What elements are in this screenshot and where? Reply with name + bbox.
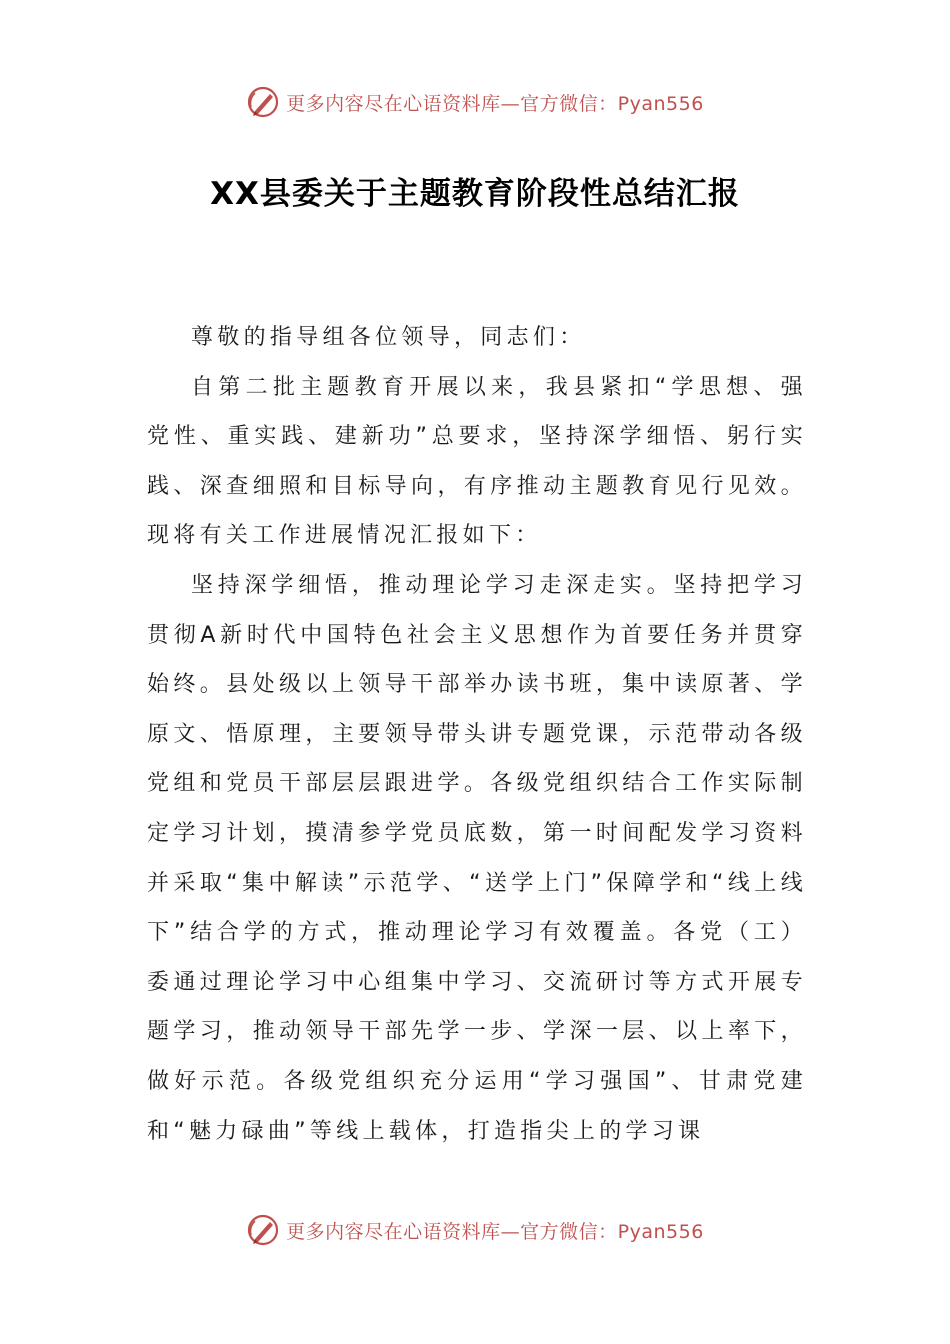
- watermark-footer: [0, 1210, 950, 1250]
- paragraph: 自第二批主题教育开展以来，我县紧扣“学思想、强党性、重实践、建新功”总要求，坚持深学细悟、躬行实践、深查细照和目标导向，有序推动主题教育见行见效。现将有关工作进展情况汇报如下：: [147, 374, 807, 549]
- pen-logo-icon: [246, 1213, 280, 1247]
- document-title: XX县委关于主题教育阶段性总结汇报: [210, 176, 740, 212]
- wechat-id: Pyan556: [617, 92, 704, 115]
- watermark-text: 更多内容尽在心语资料库—官方微信：Pyan556: [286, 92, 704, 115]
- pen-logo-icon: [246, 85, 280, 119]
- wechat-id: Pyan556: [617, 1220, 704, 1243]
- watermark-header: [0, 82, 950, 122]
- watermark-text: 更多内容尽在心语资料库—官方微信：Pyan556: [286, 1220, 704, 1243]
- paragraph: 坚持深学细悟，推动理论学习走深走实。坚持把学习贯彻A新时代中国特色社会主义思想作为首要任务并贯穿始终。县处级以上领导干部举办读书班，集中读原著、学原文、悟原理，主要领导带头讲专题党课，示范带动各级党组和党员干部层层跟进学。各级党组织结合工作实际制定学习计划，摸清参学党员底数，第一时间配发学习资料并采取“集中解读”示范学、“送学上门”保障学和“线上线下”结合学的方式，推动理论学习有效覆盖。各党（工）委通过理论学习中心组集中学习、交流研讨等方式开展专题学习，推动领导干部先学一步、学深一层、以上率下，做好示范。各级党组织充分运用“学习强国”、甘肃党建和“魅力碌曲”等线上载体，打造指尖上的学习课: [147, 572, 807, 1144]
- document-body: [147, 313, 807, 1156]
- salutation: 尊敬的指导组各位领导，同志们：: [191, 325, 586, 350]
